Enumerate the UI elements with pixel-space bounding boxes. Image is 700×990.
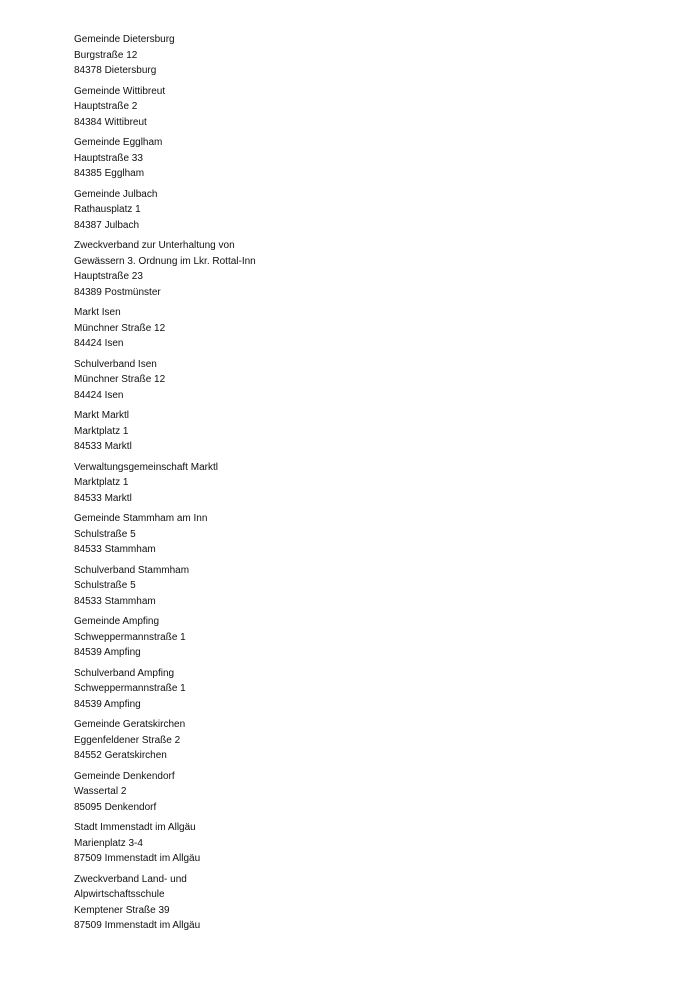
entry-name: Zweckverband zur Unterhaltung von <box>74 240 235 251</box>
entry-street: Eggenfeldener Straße 2 <box>74 734 181 746</box>
address-entry <box>74 84 634 131</box>
entry-street: Schulstraße 5 <box>74 528 136 540</box>
entry-city: 87509 Immenstadt im Allgäu <box>74 920 201 931</box>
address-entry <box>74 408 634 455</box>
address-entry <box>74 614 634 661</box>
entry-name: Schulverband Stammham <box>74 564 190 576</box>
entry-name: Gemeinde Geratskirchen <box>74 719 186 730</box>
entry-name: Gemeinde Julbach <box>74 188 158 200</box>
entry-name: Gemeinde Denkendorf <box>74 770 175 782</box>
entry-street: Burgstraße 12 <box>74 49 138 61</box>
entry-city: 87509 Immenstadt im Allgäu <box>74 853 201 864</box>
address-entry <box>74 357 634 404</box>
address-entry <box>74 666 634 713</box>
entry-city: 84533 Marktl <box>74 441 132 452</box>
entry-street: Schweppermannstraße 1 <box>74 683 186 694</box>
entry-street: Marienplatz 3-4 <box>74 837 143 849</box>
entry-city: 84385 Egglham <box>74 168 145 179</box>
entry-city: 84387 Julbach <box>74 219 140 231</box>
entry-street: Marktplatz 1 <box>74 425 129 437</box>
entry-city: 85095 Denkendorf <box>74 801 157 813</box>
entry-city: 84384 Wittibreut <box>74 116 147 128</box>
entry-name: Markt Isen <box>74 307 121 318</box>
address-entry <box>74 563 634 610</box>
entry-city: 84533 Stammham <box>74 595 156 607</box>
entry-name: Schulverband Ampfing <box>74 667 175 679</box>
entry-city: 84539 Ampfing <box>74 647 141 658</box>
entry-name: Markt Marktl <box>74 410 129 421</box>
entry-street: Rathausplatz 1 <box>74 204 141 215</box>
address-list <box>74 32 634 939</box>
entry-name: Gemeinde Dietersburg <box>74 34 175 45</box>
address-entry <box>74 135 634 182</box>
address-entry <box>74 238 634 300</box>
entry-city: 84533 Marktl <box>74 492 132 504</box>
entry-street: Münchner Straße 12 <box>74 322 166 334</box>
entry-street: Kemptener Straße 39 <box>74 904 170 916</box>
entry-name: Gemeinde Ampfing <box>74 616 160 627</box>
entry-name: Zweckverband Land- und <box>74 873 187 885</box>
entry-street: Marktplatz 1 <box>74 477 129 488</box>
entry-street: Münchner Straße 12 <box>74 374 166 385</box>
entry-name: Gemeinde Stammham am Inn <box>74 513 208 524</box>
entry-street: Schulstraße 5 <box>74 580 136 591</box>
entry-name: Verwaltungsgemeinschaft Marktl <box>74 461 218 473</box>
entry-city: 84539 Ampfing <box>74 698 141 710</box>
entry-city: 84424 Isen <box>74 338 124 349</box>
entry-name: Schulverband Isen <box>74 358 157 370</box>
entry-city: 84552 Geratskirchen <box>74 750 167 761</box>
entry-street: Hauptstraße 33 <box>74 152 143 164</box>
address-entry <box>74 32 634 79</box>
entry-name: Gemeinde Wittibreut <box>74 85 166 97</box>
address-entry <box>74 820 634 867</box>
address-entry <box>74 872 634 934</box>
entry-street: Hauptstraße 2 <box>74 101 138 112</box>
entry-city: 84533 Stammham <box>74 544 156 555</box>
entry-city: 84389 Postmünster <box>74 286 161 298</box>
address-entry <box>74 187 634 234</box>
entry-city: 84378 Dietersburg <box>74 65 157 76</box>
address-entry <box>74 460 634 507</box>
address-entry <box>74 769 634 816</box>
entry-name-continued: Gewässern 3. Ordnung im Lkr. Rottal-Inn <box>74 255 256 267</box>
entry-street: Hauptstraße 23 <box>74 271 143 282</box>
entry-name: Stadt Immenstadt im Allgäu <box>74 822 196 833</box>
entry-city: 84424 Isen <box>74 389 124 401</box>
address-entry <box>74 511 634 558</box>
entry-street: Wassertal 2 <box>74 786 127 797</box>
entry-name: Gemeinde Egglham <box>74 137 163 148</box>
entry-name-continued: Alpwirtschaftsschule <box>74 889 165 900</box>
address-entry <box>74 717 634 764</box>
address-entry <box>74 305 634 352</box>
entry-street: Schweppermannstraße 1 <box>74 631 186 643</box>
